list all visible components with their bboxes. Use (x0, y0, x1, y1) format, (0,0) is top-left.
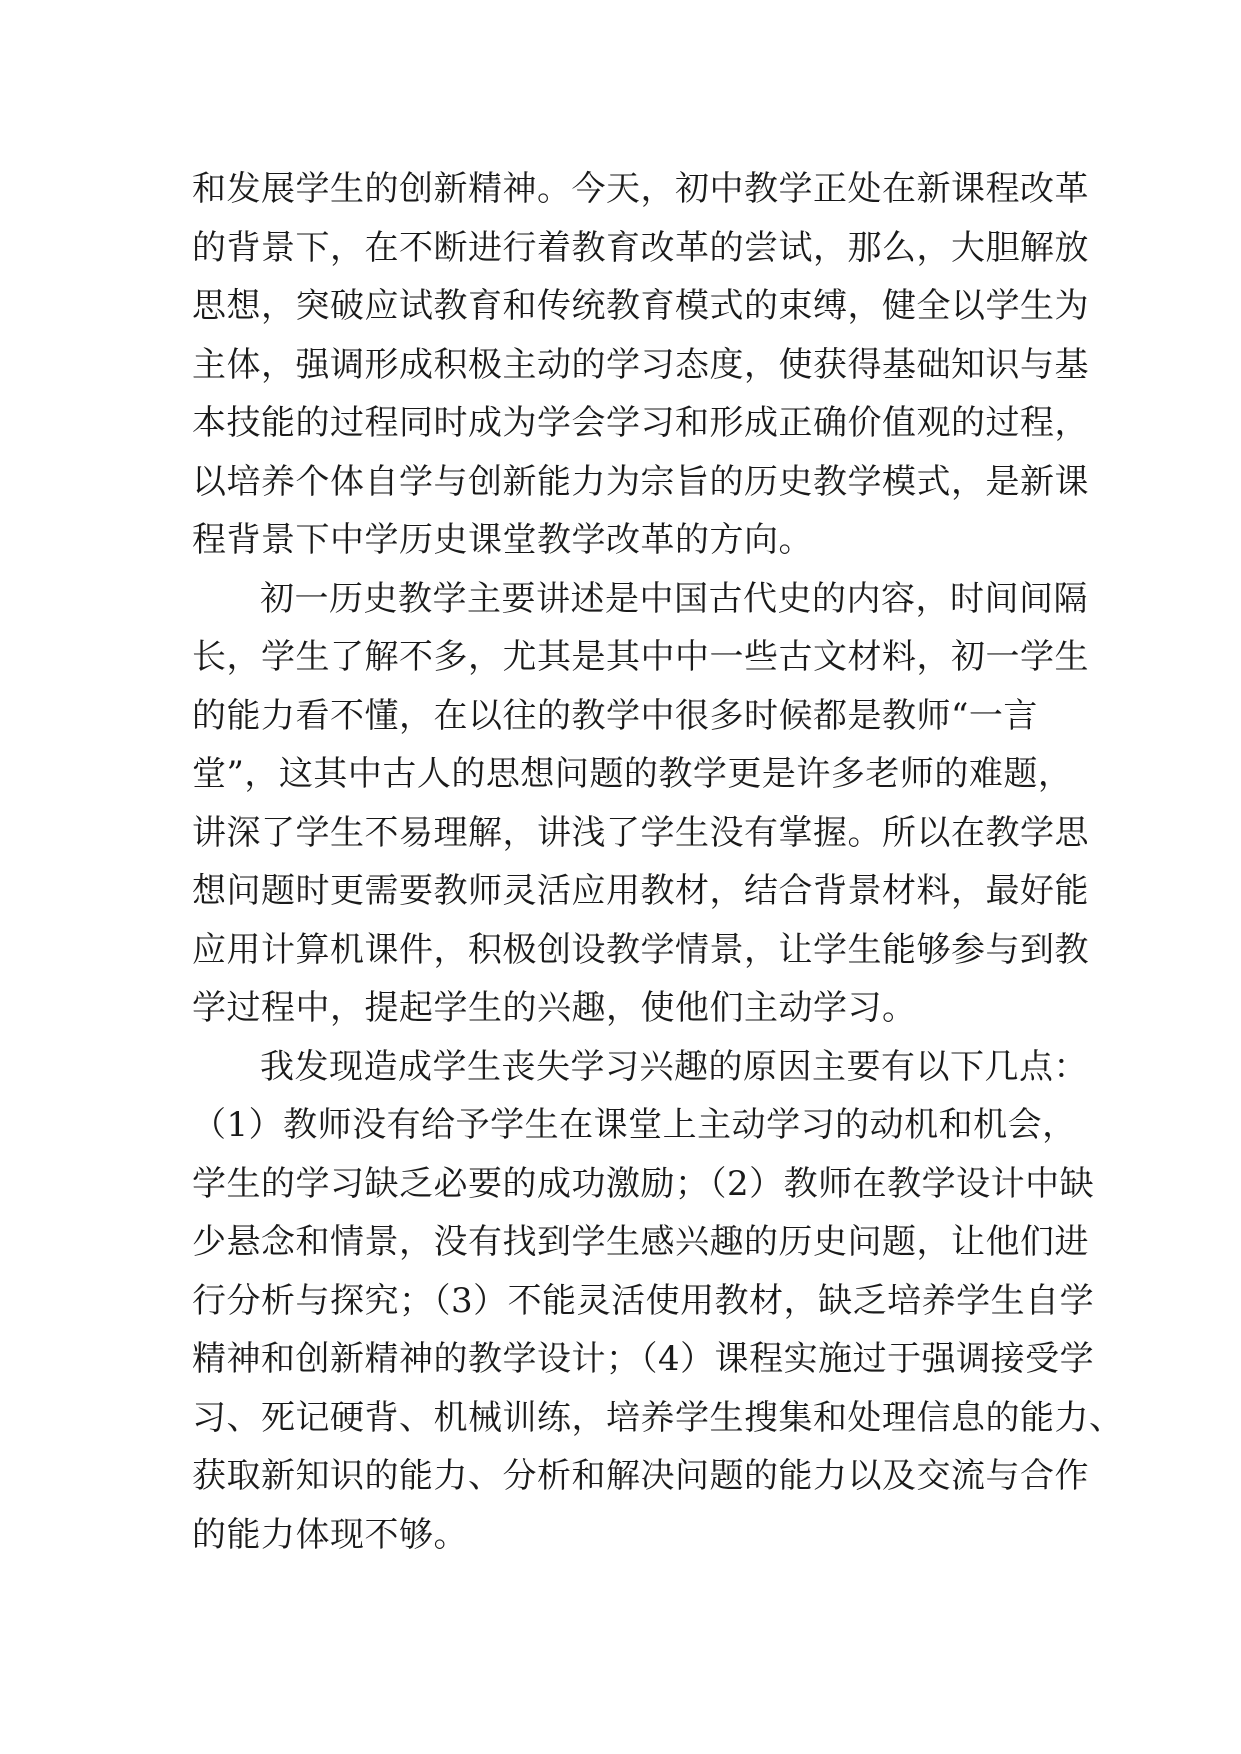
text-line: 长，学生了解不多，尤其是其中中一些古文材料，初一学生 (192, 637, 1089, 677)
text-line: 我发现造成学生丧失学习兴趣的原因主要有以下几点： (260, 1046, 1088, 1087)
text-line: 思想，突破应试教育和传统教育模式的束缚，健全以学生为 (192, 286, 1089, 326)
text-line: 想问题时更需要教师灵活应用教材，结合背景材料，最好能 (192, 871, 1089, 911)
text-line: 的背景下，在不断进行着教育改革的尝试，那么，大胆解放 (192, 227, 1089, 268)
text-line: 精神和创新精神的教学设计；（4）课程实施过于强调接受学 (192, 1339, 1095, 1379)
text-line: 学生的学习缺乏必要的成功激励；（2）教师在教学设计中缺 (192, 1163, 1095, 1204)
text-line: 以培养个体自学与创新能力为宗旨的历史教学模式，是新课 (192, 461, 1089, 502)
text-line: 行分析与探究；（3）不能灵活使用教材，缺乏培养学生自学 (192, 1280, 1095, 1321)
body-text (192, 160, 1124, 1564)
text-line: 习、死记硬背、机械训练，培养学生搜集和处理信息的能力、 (192, 1397, 1124, 1438)
text-line: 少悬念和情景，没有找到学生感兴趣的历史问题，让他们进 (192, 1222, 1089, 1262)
text-line: 本技能的过程同时成为学会学习和形成正确价值观的过程， (192, 403, 1089, 443)
text-line: 获取新知识的能力、分析和解决问题的能力以及交流与合作 (192, 1456, 1089, 1496)
text-line: 讲深了学生不易理解，讲浅了学生没有掌握。所以在教学思 (192, 812, 1089, 853)
text-line: 的能力看不懂，在以往的教学中很多时候都是教师“一言 (192, 695, 1038, 736)
text-line: 应用计算机课件，积极创设教学情景，让学生能够参与到教 (192, 929, 1089, 970)
text-line: 和发展学生的创新精神。今天，初中教学正处在新课程改革 (192, 169, 1089, 209)
text-line: 的能力体现不够。 (192, 1514, 468, 1555)
text-line: 堂”，这其中古人的思想问题的教学更是许多老师的难题， (192, 754, 1073, 794)
text-line: 初一历史教学主要讲述是中国古代史的内容，时间间隔 (260, 578, 1088, 619)
text-line: （1）教师没有给予学生在课堂上主动学习的动机和机会， (192, 1105, 1077, 1145)
text-line: 主体，强调形成积极主动的学习态度，使获得基础知识与基 (192, 344, 1089, 385)
text-line: 程背景下中学历史课堂教学改革的方向。 (192, 520, 813, 560)
text-line: 学过程中，提起学生的兴趣，使他们主动学习。 (192, 988, 917, 1028)
